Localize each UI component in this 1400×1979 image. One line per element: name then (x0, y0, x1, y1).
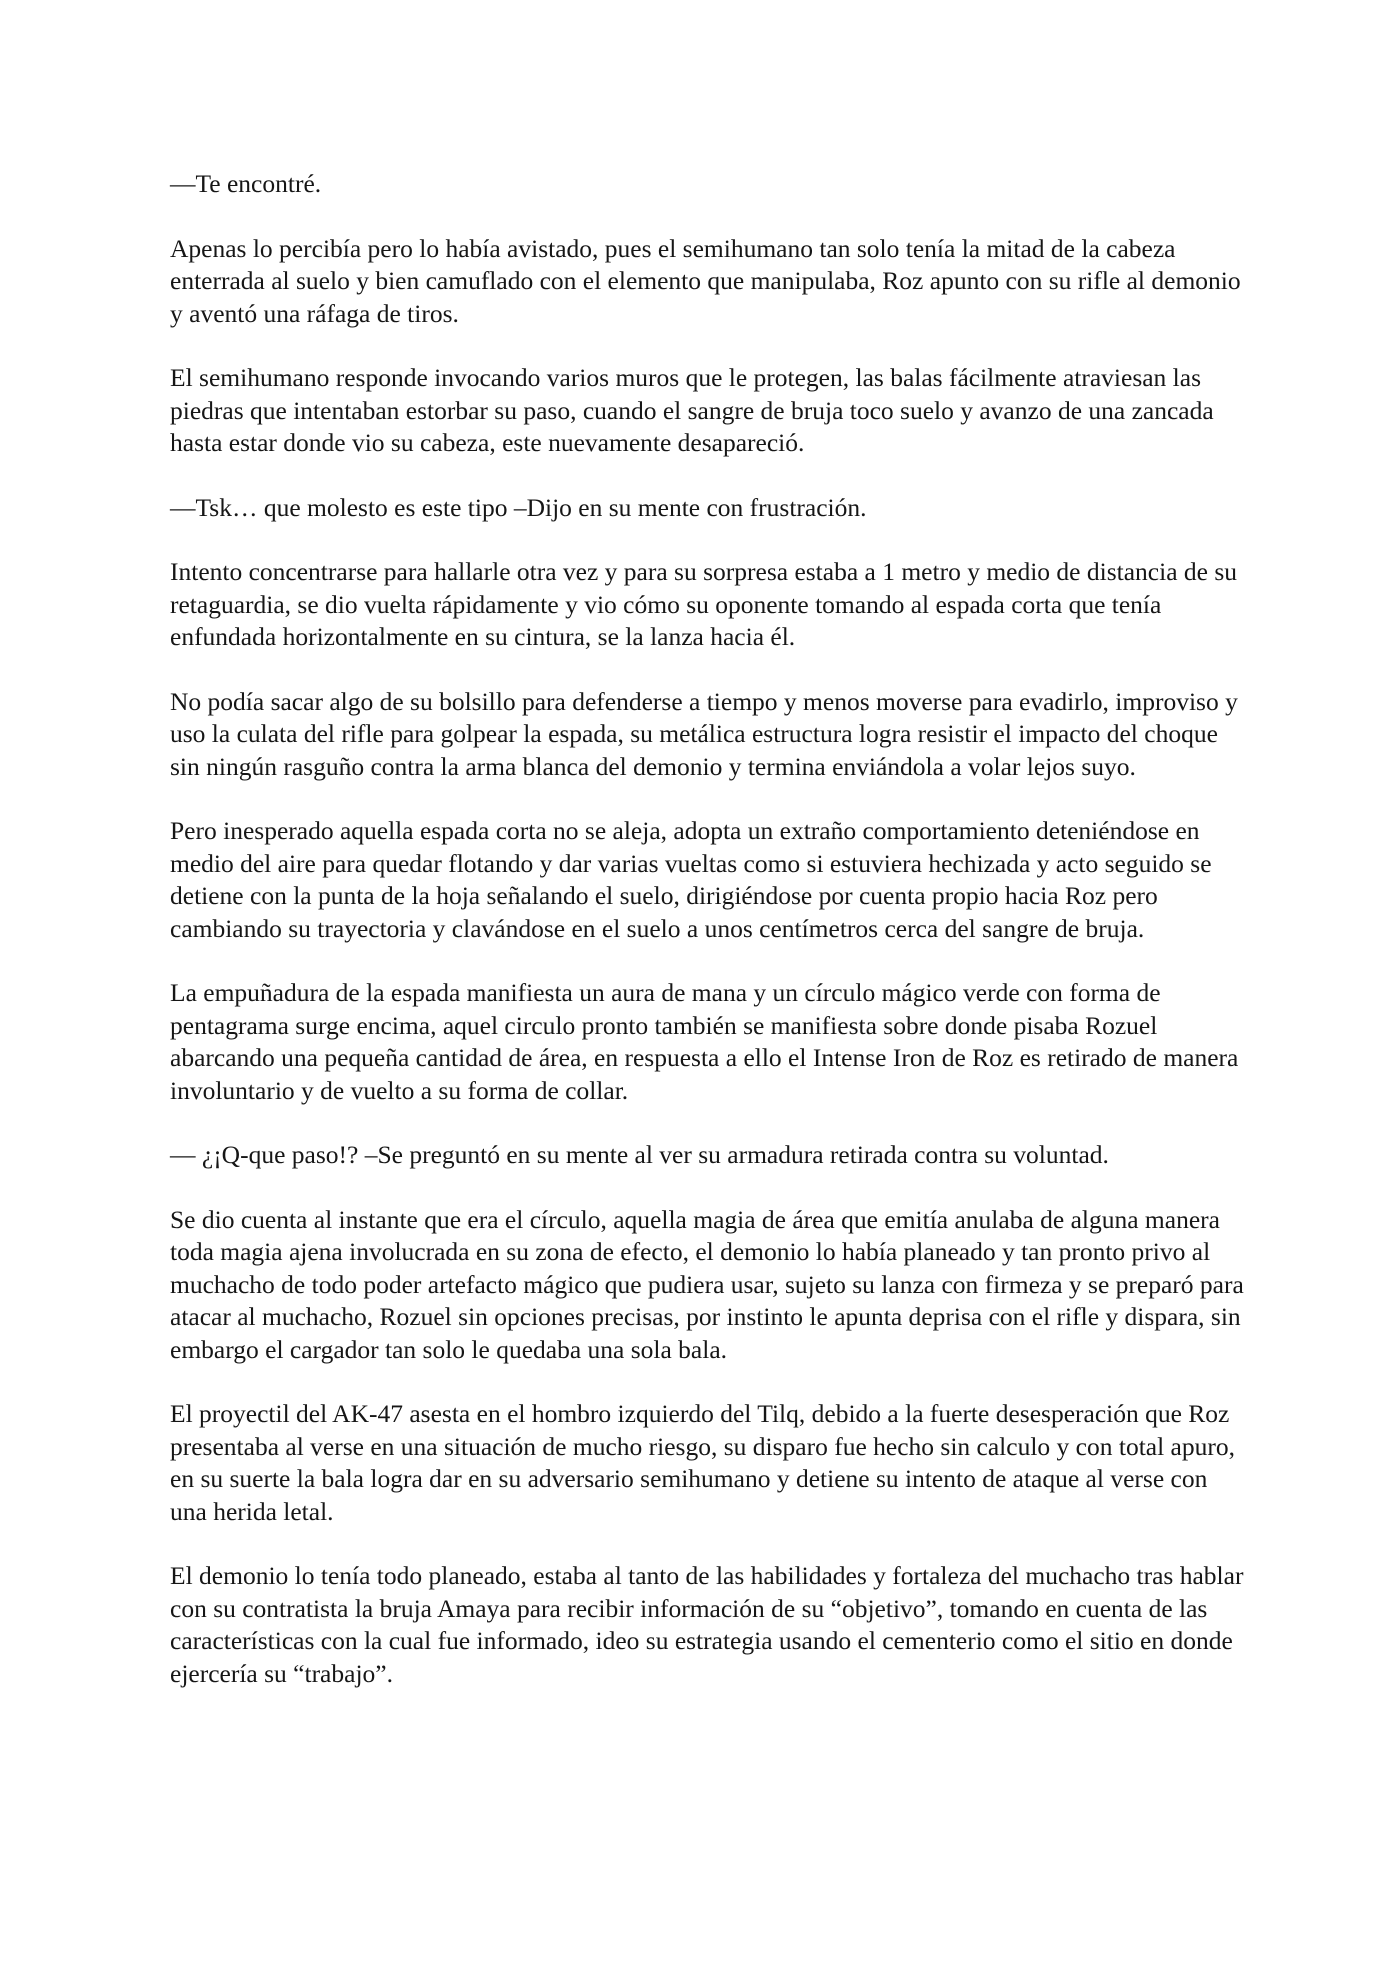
paragraph-spotted: Apenas lo percibía pero lo había avistado, pues el semihumano tan solo tenía la mitad de la cabeza enterrada al suelo y bien camuflado con el elemento que manipulaba, Roz apunto con su rifle al demonio y aventó una ráfaga de tiros. (170, 233, 1241, 328)
paragraph-dialogue-found: —Te encontré. (170, 169, 322, 198)
paragraph-plan: El demonio lo tenía todo planeado, estaba al tanto de las habilidades y fortaleza del muchacho tras hablar con su contratista la bruja Amaya para recibir información de su “objetivo”, tomando en cuenta de las características con la cual fue informado, ideo su estrategia usando el cementerio como el sitio en donde ejercería su “trabajo”. (170, 1561, 1244, 1688)
paragraph-magic-circle: La empuñadura de la espada manifiesta un aura de mana y un círculo mágico verde con forma de pentagrama surge encima, aquel circulo pronto también se manifiesta sobre donde pisaba Rozuel abarcando una pequeña cantidad de área, en respuesta a ello el Intense Iron de Roz es retirado de manera involuntario y de vuelto a su forma de collar. (170, 978, 1239, 1105)
paragraph-floating-sword: Pero inesperado aquella espada corta no se aleja, adopta un extraño comportamiento deteniéndose en medio del aire para quedar flotando y dar varias vueltas como si estuviera hechizada y acto seguido se detiene con la punta de la hoja señalando el suelo, dirigiéndose por cuenta propio hacia Roz pero cambiando su trayectoria y clavándose en el suelo a unos centímetros cerca del sangre de bruja. (170, 816, 1212, 943)
paragraph-area-magic: Se dio cuenta al instante que era el círculo, aquella magia de área que emitía anulaba de alguna manera toda magia ajena involucrada en su zona de efecto, el demonio lo había planeado y tan pronto privo al muchacho de todo poder artefacto mágico que pudiera usar, sujeto su lanza con firmeza y se preparó para atacar al muchacho, Rozuel sin opciones precisas, por instinto le apunta deprisa con el rifle y dispara, sin embargo el cargador tan solo le quedaba una sola bala. (170, 1204, 1244, 1364)
paragraph-rearguard: Intento concentrarse para hallarle otra vez y para su sorpresa estaba a 1 metro y medio de distancia de su retaguardia, se dio vuelta rápidamente y vio cómo su oponente tomando al espada corta que tenía enfundada horizontalmente en su cintura, se la lanza hacia él. (170, 557, 1238, 651)
paragraph-walls: El semihumano responde invocando varios muros que le protegen, las balas fácilmente atraviesan las piedras que intentaban estorbar su paso, cuando el sangre de bruja toco suelo y avanzo de una zancada hasta estar donde vio su cabeza, este nuevamente desapareció. (170, 363, 1214, 457)
paragraph-projectile: El proyectil del AK-47 asesta en el hombro izquierdo del Tilq, debido a la fuerte desesperación que Roz presentaba al verse en una situación de mucho riesgo, su disparo fue hecho sin calculo y con total apuro, en su suerte la bala logra dar en su adversario semihumano y detiene su intento de ataque al verse con una herida letal. (170, 1399, 1235, 1526)
paragraph-rifle-butt: No podía sacar algo de su bolsillo para defenderse a tiempo y menos moverse para evadirlo, improviso y uso la culata del rifle para golpear la espada, su metálica estructura logra resistir el impacto del choque sin ningún rasguño contra la arma blanca del demonio y termina enviándola a volar lejos suyo. (170, 686, 1238, 781)
story-text (170, 168, 1245, 1722)
paragraph-dialogue-question: — ¿¡Q-que paso!? –Se preguntó en su mente al ver su armadura retirada contra su voluntad. (170, 1140, 1109, 1169)
paragraph-dialogue-tsk: —Tsk… que molesto es este tipo –Dijo en su mente con frustración. (170, 492, 867, 522)
